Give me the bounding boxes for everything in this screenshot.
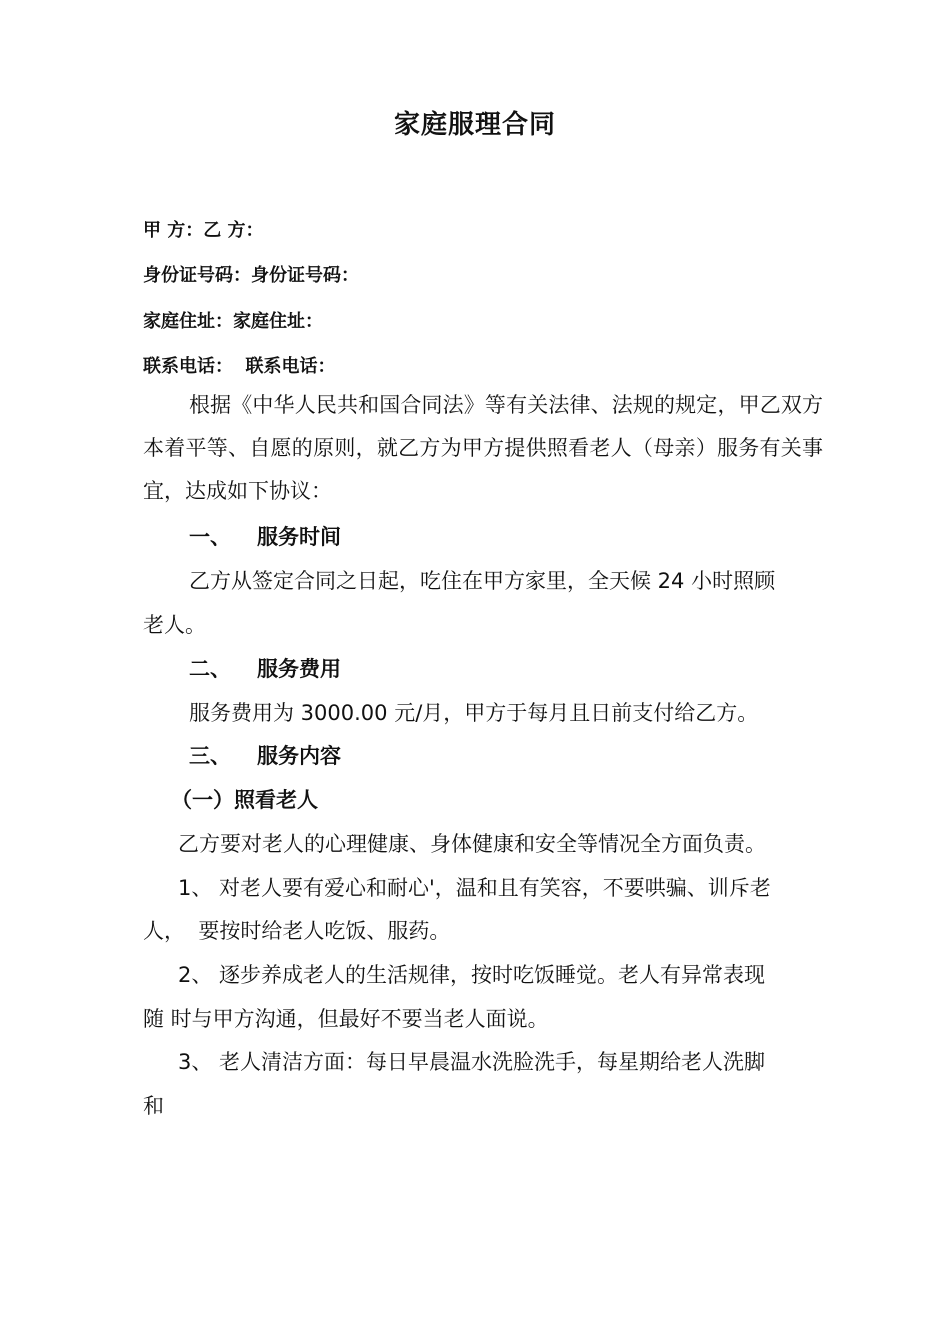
list-item-3-line-1: 3、 老人清洁方面：每日早晨温水洗脸洗手，每星期给老人洗脚 <box>178 1050 766 1074</box>
section-1-text-line-2: 老人。 <box>143 613 206 637</box>
section-2-title: 服务费用 <box>257 657 341 681</box>
phone-field: 联系电话： 联系电话： <box>143 356 336 377</box>
section-3-title: 服务内容 <box>257 744 341 768</box>
section-1-number: 一、 <box>189 525 231 549</box>
list-item-1-line-1: 1、 对老人要有爱心和耐心'，温和且有笑容，不要哄骗、训斥老 <box>178 876 771 900</box>
party-field: 甲 方：乙 方： <box>143 220 264 241</box>
subsection-text: 乙方要对老人的心理健康、身体健康和安全等情况全方面负责。 <box>178 832 766 856</box>
intro-paragraph: 根据《中华人民共和国合同法》等有关法律、法规的规定，甲乙双方本着平等、自愿的原则，就乙方为甲方提供照看老人（母亲）服务有关事宜，达成如下协议： <box>143 393 823 503</box>
section-1-text-line-1: 乙方从签定合同之日起，吃住在甲方家里，全天候 24 小时照顾 <box>189 569 776 593</box>
list-item-2-line-2: 随 时与甲方沟通，但最好不要当老人面说。 <box>143 1007 549 1031</box>
list-item-2-line-1: 2、 逐步养成老人的生活规律，按时吃饭睡觉。老人有异常表现 <box>178 963 766 987</box>
list-item-1-line-2: 人， 要按时给老人吃饭、服药。 <box>143 919 451 943</box>
section-2-number: 二、 <box>189 657 231 681</box>
section-1-title: 服务时间 <box>257 525 341 549</box>
section-2-text: 服务费用为 3000.00 元/月，甲方于每月且日前支付给乙方。 <box>189 701 759 725</box>
list-item-3-line-2: 和 <box>143 1094 164 1118</box>
subsection-title: （一）照看老人 <box>171 788 318 812</box>
document-title: 家庭服理合同 <box>393 110 556 140</box>
address-field: 家庭住址：家庭住址： <box>143 311 323 332</box>
section-3-number: 三、 <box>189 744 231 768</box>
id-number-field: 身份证号码：身份证号码： <box>143 265 359 286</box>
